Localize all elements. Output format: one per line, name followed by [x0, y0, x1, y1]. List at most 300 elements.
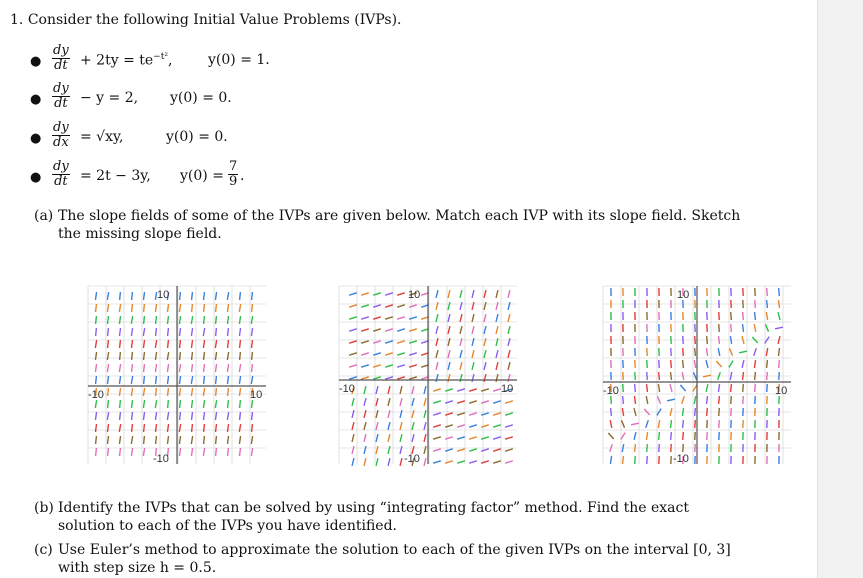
slope-mark — [204, 352, 205, 360]
slope-mark — [457, 449, 465, 451]
slope-mark — [622, 444, 623, 452]
slope-mark — [457, 461, 465, 463]
equation-rest: = 2t − 3y, — [80, 168, 151, 184]
derivative-fraction — [52, 121, 70, 150]
slope-mark — [635, 372, 636, 380]
slope-mark — [436, 350, 438, 358]
slope-mark — [96, 304, 97, 312]
slope-mark — [729, 348, 732, 355]
slope-mark — [191, 388, 192, 396]
slope-mark — [107, 352, 108, 360]
slope-mark — [215, 292, 216, 300]
slope-field-plot-2 — [333, 280, 523, 470]
slope-mark — [775, 327, 783, 329]
slope-mark — [132, 304, 133, 312]
slope-mark — [156, 424, 157, 432]
slope-mark — [695, 408, 696, 416]
slope-mark — [349, 377, 357, 379]
slope-mark — [496, 314, 498, 322]
slope-mark — [460, 362, 462, 370]
slope-mark — [228, 436, 229, 444]
slope-mark — [472, 314, 474, 322]
slope-mark — [385, 377, 393, 379]
slope-mark — [707, 324, 708, 332]
slope-mark — [397, 329, 405, 331]
derivative-fraction — [52, 82, 70, 111]
slope-mark — [436, 326, 438, 334]
slope-mark — [682, 372, 684, 380]
slope-mark — [131, 316, 132, 324]
slope-mark — [107, 292, 108, 300]
slope-mark — [409, 329, 417, 331]
slope-mark — [192, 412, 193, 420]
slope-mark — [216, 316, 217, 324]
slope-mark — [481, 413, 489, 415]
slope-mark — [433, 461, 441, 463]
slope-mark — [703, 375, 711, 377]
slope-mark — [731, 396, 732, 404]
slope-mark — [424, 422, 426, 430]
slope-mark — [496, 350, 498, 358]
slope-mark — [167, 364, 168, 372]
slope-mark — [132, 352, 133, 360]
slope-mark — [469, 437, 477, 439]
slope-mark — [385, 353, 393, 355]
slope-mark — [729, 361, 733, 368]
slope-mark — [634, 432, 636, 440]
slope-mark — [179, 364, 180, 372]
slope-mark — [168, 328, 169, 336]
slope-mark — [96, 436, 97, 444]
slope-mark — [156, 388, 157, 396]
slope-mark — [107, 364, 108, 372]
slope-mark — [505, 449, 513, 451]
slope-mark — [670, 372, 671, 380]
slope-mark — [707, 336, 708, 344]
slope-mark — [707, 408, 708, 416]
slope-mark — [508, 350, 510, 358]
slope-mark — [119, 376, 120, 384]
slope-mark — [192, 400, 193, 408]
slope-mark — [481, 461, 489, 463]
slope-mark — [361, 329, 369, 331]
slope-mark — [239, 436, 240, 444]
slope-mark — [622, 408, 623, 416]
slope-mark — [460, 290, 462, 298]
slope-mark — [496, 374, 498, 382]
slope-mark — [168, 388, 169, 396]
frac-num: dy — [53, 120, 69, 135]
slope-mark — [767, 288, 768, 296]
slope-mark — [361, 341, 369, 343]
slope-mark — [215, 412, 216, 420]
slope-mark — [658, 384, 659, 392]
part-a-text: The slope fields of some of the IVPs are given below. Match each IVP with its slope field. Sketch the missing slope field. — [58, 208, 741, 242]
slope-mark — [204, 424, 205, 432]
slope-mark — [671, 420, 672, 428]
slope-mark — [460, 314, 462, 322]
slope-mark — [364, 386, 366, 394]
slope-mark — [204, 292, 205, 300]
slope-mark — [694, 396, 695, 404]
slope-mark — [156, 304, 157, 312]
slope-mark — [719, 324, 720, 332]
slope-mark — [409, 365, 417, 367]
slope-mark — [409, 317, 417, 319]
slope-mark — [155, 400, 156, 408]
slope-mark — [192, 292, 193, 300]
slope-mark — [119, 364, 120, 372]
slope-mark — [143, 328, 144, 336]
slope-mark — [167, 424, 168, 432]
slope-mark — [508, 326, 510, 334]
period: . — [240, 168, 245, 184]
slope-mark — [385, 341, 393, 343]
slope-mark — [424, 410, 426, 418]
tick-label-bottom: -10 — [673, 453, 689, 465]
slope-mark — [433, 401, 441, 403]
slope-mark — [766, 312, 767, 320]
frac-num: dy — [53, 43, 69, 58]
slope-mark — [646, 396, 648, 404]
slope-mark — [731, 312, 732, 320]
slope-mark — [671, 432, 672, 440]
slope-mark — [436, 314, 438, 322]
slope-mark — [373, 329, 381, 331]
slope-mark — [412, 434, 414, 442]
slope-mark — [216, 424, 217, 432]
slope-mark — [376, 398, 378, 406]
slope-mark — [364, 410, 366, 418]
slope-mark — [460, 326, 462, 334]
slope-mark — [228, 448, 229, 456]
slope-mark — [228, 340, 229, 348]
tick-label-top: 10 — [677, 289, 690, 301]
slope-mark — [144, 352, 145, 360]
part-b-label: (b) — [34, 500, 54, 516]
slope-mark — [484, 302, 486, 310]
slope-mark — [448, 350, 450, 358]
slope-mark — [658, 420, 659, 428]
slope-mark — [349, 293, 357, 295]
slope-mark — [460, 350, 462, 358]
slope-mark — [469, 401, 477, 403]
slope-mark — [707, 396, 708, 404]
tick-label-right: 10 — [501, 383, 514, 395]
slope-mark — [349, 317, 357, 319]
slope-mark — [120, 340, 121, 348]
slope-mark — [192, 304, 193, 312]
slope-mark — [695, 348, 696, 356]
slope-mark — [120, 328, 121, 336]
slope-mark — [457, 413, 465, 415]
slope-mark — [376, 410, 378, 418]
slope-mark — [742, 336, 744, 344]
slope-mark — [412, 410, 414, 418]
slope-mark — [695, 336, 696, 344]
slope-mark — [180, 388, 181, 396]
bullet-icon: ● — [30, 54, 42, 69]
slope-mark — [180, 340, 181, 348]
slope-mark — [743, 312, 744, 320]
slope-mark — [239, 316, 240, 324]
slope-mark — [779, 348, 780, 356]
tick-label-left: -10 — [603, 385, 619, 397]
initial-condition: y(0) = 1. — [208, 52, 270, 68]
slope-mark — [203, 448, 204, 456]
slope-mark — [252, 364, 253, 372]
slope-mark — [719, 336, 720, 344]
slope-mark — [608, 433, 613, 439]
slope-mark — [215, 400, 216, 408]
slope-mark — [730, 336, 731, 344]
slope-mark — [108, 340, 109, 348]
slope-mark — [156, 328, 157, 336]
slope-mark — [144, 424, 145, 432]
equation-rest: − y = 2, — [80, 90, 139, 106]
eq-tail: , — [167, 52, 173, 69]
frac-num: dy — [53, 81, 69, 96]
slope-mark — [144, 364, 145, 372]
slope-mark — [96, 376, 97, 384]
slope-mark — [778, 300, 779, 308]
slope-mark — [445, 437, 453, 439]
frac-den: dt — [54, 58, 68, 73]
slope-mark — [96, 448, 97, 456]
slope-mark — [445, 449, 453, 451]
slope-mark — [192, 352, 193, 360]
slope-mark — [659, 372, 660, 380]
slope-mark — [131, 376, 132, 384]
slope-mark — [778, 312, 780, 320]
slope-mark — [361, 377, 369, 379]
slope-mark — [493, 413, 501, 415]
slope-mark — [252, 400, 253, 408]
slope-mark — [216, 364, 217, 372]
slope-mark — [496, 326, 498, 334]
slope-mark — [706, 348, 707, 356]
slope-mark — [373, 365, 381, 367]
slope-mark — [484, 314, 486, 322]
slope-mark — [240, 448, 241, 456]
slope-mark — [472, 350, 474, 358]
slope-mark — [682, 396, 685, 404]
eq-text: + 2ty = te — [80, 52, 154, 69]
slope-mark — [215, 352, 216, 360]
slope-mark — [107, 304, 108, 312]
slope-mark — [119, 304, 120, 312]
slope-mark — [457, 437, 465, 439]
slope-mark — [623, 384, 624, 392]
slope-mark — [252, 412, 253, 420]
slope-mark — [349, 341, 357, 343]
slope-mark — [204, 436, 205, 444]
slope-mark — [646, 432, 647, 440]
slope-mark — [445, 425, 453, 427]
slope-mark — [743, 300, 744, 308]
slope-mark — [203, 328, 204, 336]
slope-mark — [251, 376, 252, 384]
slope-mark — [167, 412, 168, 420]
slope-mark — [472, 302, 474, 310]
slope-mark — [385, 293, 393, 295]
slope-mark — [156, 316, 157, 324]
slope-mark — [448, 302, 450, 310]
slope-mark — [766, 348, 767, 356]
slope-mark — [108, 388, 109, 396]
slope-mark — [457, 425, 465, 427]
slope-mark — [508, 338, 510, 346]
slope-mark — [143, 340, 144, 348]
slope-mark — [108, 376, 109, 384]
slope-mark — [120, 352, 121, 360]
slope-mark — [179, 424, 180, 432]
slope-mark — [635, 384, 636, 392]
slope-mark — [412, 398, 414, 406]
slope-mark — [179, 376, 180, 384]
slope-mark — [143, 388, 144, 396]
slope-mark — [352, 410, 354, 418]
tick-label-left: -10 — [339, 383, 355, 395]
slope-mark — [743, 372, 744, 380]
slope-mark — [400, 398, 402, 406]
slope-mark — [424, 458, 426, 466]
slope-mark — [239, 304, 240, 312]
slope-mark — [460, 302, 462, 310]
slope-mark — [496, 362, 498, 370]
slope-mark — [484, 374, 486, 382]
initial-condition: y(0) = 0. — [166, 129, 228, 145]
slope-mark — [107, 424, 108, 432]
slope-mark — [742, 324, 743, 332]
slope-mark — [706, 360, 708, 368]
slope-mark — [168, 400, 169, 408]
slope-mark — [131, 328, 132, 336]
slope-mark — [508, 314, 510, 322]
slope-mark — [484, 362, 486, 370]
slope-mark — [180, 328, 181, 336]
slope-mark — [659, 444, 660, 452]
slope-mark — [385, 305, 393, 307]
slope-mark — [424, 386, 426, 394]
slope-mark — [397, 341, 405, 343]
slope-mark — [373, 317, 381, 319]
slope-mark — [95, 292, 96, 300]
slope-mark — [610, 420, 612, 428]
slope-mark — [108, 316, 109, 324]
slope-mark — [252, 304, 253, 312]
slope-mark — [108, 328, 109, 336]
slope-mark — [132, 364, 133, 372]
slope-mark — [481, 425, 489, 427]
slope-mark — [96, 424, 97, 432]
slope-mark — [385, 317, 393, 319]
slope-mark — [412, 386, 414, 394]
slope-mark — [144, 292, 145, 300]
slope-mark — [472, 338, 474, 346]
slope-mark — [204, 304, 205, 312]
tick-label-left: -10 — [88, 389, 104, 401]
slope-mark — [457, 401, 465, 403]
slope-mark — [508, 374, 510, 382]
slope-mark — [95, 340, 96, 348]
slope-mark — [376, 434, 378, 442]
slope-mark — [179, 316, 180, 324]
slope-mark — [95, 352, 96, 360]
slope-mark — [144, 436, 145, 444]
slope-mark — [388, 446, 390, 454]
slope-mark — [755, 312, 756, 320]
slope-mark — [448, 290, 450, 298]
slope-mark — [755, 300, 756, 308]
slope-mark — [192, 340, 193, 348]
slope-mark — [349, 305, 357, 307]
slope-mark — [240, 292, 241, 300]
slope-mark — [767, 300, 768, 308]
slope-mark — [755, 384, 756, 392]
slope-mark — [731, 324, 732, 332]
slope-mark — [227, 352, 228, 360]
slope-mark — [96, 328, 97, 336]
slope-mark — [179, 304, 180, 312]
slope-mark — [120, 412, 121, 420]
slope-mark — [96, 364, 97, 372]
slope-mark — [216, 448, 217, 456]
slope-mark — [252, 340, 253, 348]
slope-mark — [424, 398, 426, 406]
part-c-text: Use Euler’s method to approximate the solution to each of the given IVPs on the interval [0, 3] with step size h = 0.5. — [58, 542, 731, 576]
slope-mark — [349, 365, 357, 367]
slope-mark — [718, 348, 720, 356]
slope-mark — [203, 388, 204, 396]
slope-mark — [364, 446, 366, 454]
slope-mark — [120, 400, 121, 408]
slope-mark — [647, 384, 648, 392]
slope-mark — [144, 376, 145, 384]
slope-mark — [191, 376, 192, 384]
slope-mark — [683, 360, 684, 368]
slope-mark — [469, 389, 477, 391]
tick-label-top: 10 — [157, 289, 170, 301]
slope-mark — [119, 436, 120, 444]
ic-fraction — [228, 160, 238, 189]
slope-mark — [779, 288, 780, 296]
slope-mark — [179, 436, 180, 444]
slope-mark — [144, 316, 145, 324]
slope-mark — [493, 401, 501, 403]
slope-mark — [227, 424, 228, 432]
slope-mark — [192, 424, 193, 432]
slope-mark — [767, 372, 768, 380]
slope-mark — [424, 446, 426, 454]
slope-mark — [228, 328, 229, 336]
bullet-icon: ● — [30, 131, 42, 146]
problem-heading — [10, 12, 402, 28]
slope-mark — [730, 372, 731, 380]
slope-mark — [251, 328, 252, 336]
slope-mark — [448, 374, 450, 382]
slope-mark — [385, 329, 393, 331]
slope-mark — [505, 425, 513, 427]
slope-mark — [493, 425, 501, 427]
slope-mark — [397, 377, 405, 379]
slope-mark — [227, 412, 228, 420]
slope-mark — [505, 413, 513, 415]
slope-mark — [445, 413, 453, 415]
slope-mark — [754, 360, 755, 368]
slope-mark — [361, 317, 369, 319]
slope-mark — [508, 290, 510, 298]
